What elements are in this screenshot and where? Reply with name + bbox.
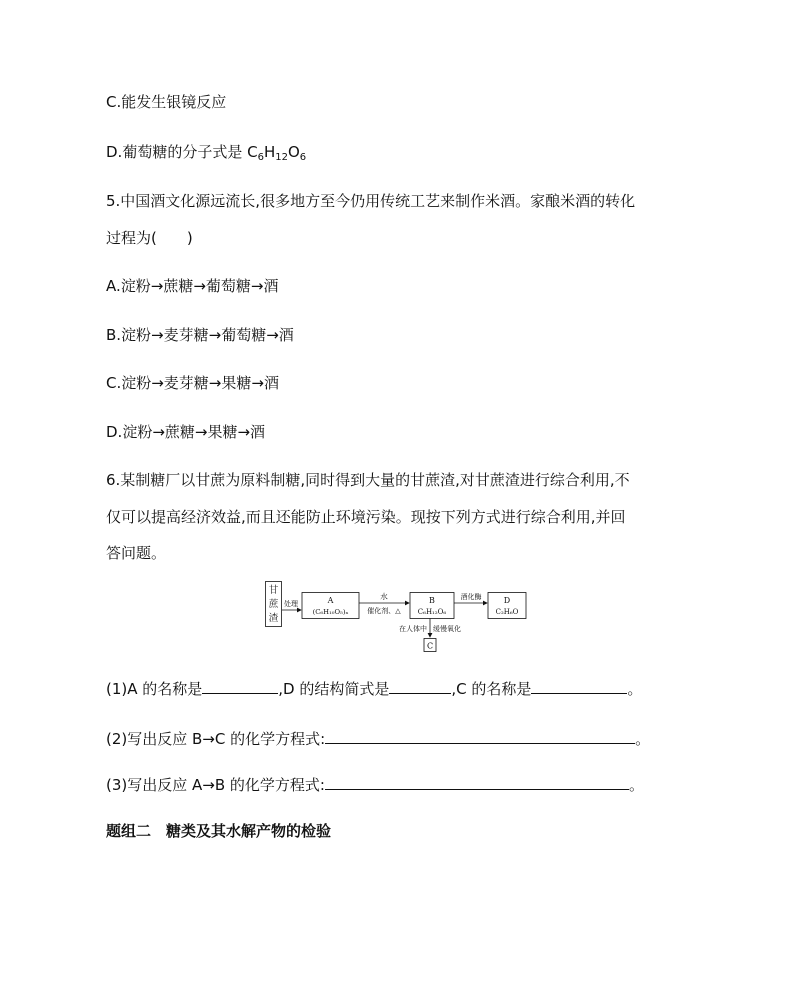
sub3-end: 。 xyxy=(628,776,644,794)
q6-stem-line-2: 仅可以提高经济效益,而且还能防止环境污染。现按下列方式进行综合利用,并回 xyxy=(106,508,626,526)
q4-option-d-text: D.葡萄糖的分子式是 C xyxy=(106,143,258,161)
q4-option-d xyxy=(106,142,306,162)
q6-sub2 xyxy=(106,727,650,749)
down-right-label: 缓慢氧化 xyxy=(433,625,461,633)
answer-blank-c-name[interactable] xyxy=(531,677,627,694)
start-char-3: 渣 xyxy=(268,613,279,624)
q5-option-b: B.淀粉→麦芽糖→葡萄糖→酒 xyxy=(106,326,294,344)
sub2-end: 。 xyxy=(635,730,651,748)
step2-top-label: 水 xyxy=(380,592,388,601)
start-char-2: 蔗 xyxy=(268,599,279,610)
box-c-label: C xyxy=(426,641,434,651)
answer-blank-a-to-b[interactable] xyxy=(325,773,629,790)
box-a-formula: (C₆H₁₀O₅)ₙ xyxy=(312,608,349,616)
q6-sub1 xyxy=(106,677,642,699)
q5-option-a: A.淀粉→蔗糖→葡萄糖→酒 xyxy=(106,277,279,295)
start-char-1: 甘 xyxy=(268,585,279,596)
sub3-text: (3)写出反应 A→B 的化学方程式: xyxy=(106,776,325,794)
sub2-text: (2)写出反应 B→C 的化学方程式: xyxy=(106,730,326,748)
formula-o: O xyxy=(287,143,300,161)
q5-stem-line-1: 5.中国酒文化源远流长,很多地方至今仍用传统工艺来制作米酒。家酿米酒的转化 xyxy=(106,192,636,210)
formula-sub: 6 xyxy=(257,152,264,163)
q6-sub3 xyxy=(106,773,644,795)
step3-label: 酒化酶 xyxy=(460,593,482,601)
sub1-c-text: ,C 的名称是 xyxy=(451,680,532,698)
sub1-a-text: (1)A 的名称是 xyxy=(106,680,203,698)
sub1-end: 。 xyxy=(627,680,643,698)
step2-bottom-label: 催化剂、△ xyxy=(367,607,401,615)
sub1-b-text: ,D 的结构简式是 xyxy=(278,680,390,698)
down-left-label: 在人体中 xyxy=(399,625,427,633)
answer-blank-d-formula[interactable] xyxy=(389,677,451,694)
box-a-label: A xyxy=(327,596,334,605)
flow-diagram xyxy=(265,580,535,654)
formula-sub: 6 xyxy=(299,152,307,163)
answer-blank-b-to-c[interactable] xyxy=(325,727,635,744)
q5-option-c: C.淀粉→麦芽糖→果糖→酒 xyxy=(106,374,279,392)
section-title: 题组二 糖类及其水解产物的检验 xyxy=(106,822,332,840)
q6-stem-line-1: 6.某制糖厂以甘蔗为原料制糖,同时得到大量的甘蔗渣,对甘蔗渣进行综合利用,不 xyxy=(106,471,630,489)
q5-stem-line-2: 过程为( ) xyxy=(106,229,193,247)
q4-option-c: C.能发生银镜反应 xyxy=(106,93,227,111)
formula-h: H xyxy=(263,143,276,161)
q6-stem-line-3: 答问题。 xyxy=(106,544,167,562)
box-b-formula: C₆H₁₂O₆ xyxy=(417,608,447,616)
box-d-label: D xyxy=(503,596,511,605)
box-d-formula: C₂H₆O xyxy=(495,608,519,616)
step1-label: 处理 xyxy=(284,600,298,608)
answer-blank-a-name[interactable] xyxy=(202,677,278,694)
formula-sub: 12 xyxy=(275,152,288,163)
box-b-label: B xyxy=(429,596,435,605)
q5-option-d: D.淀粉→蔗糖→果糖→酒 xyxy=(106,423,266,441)
